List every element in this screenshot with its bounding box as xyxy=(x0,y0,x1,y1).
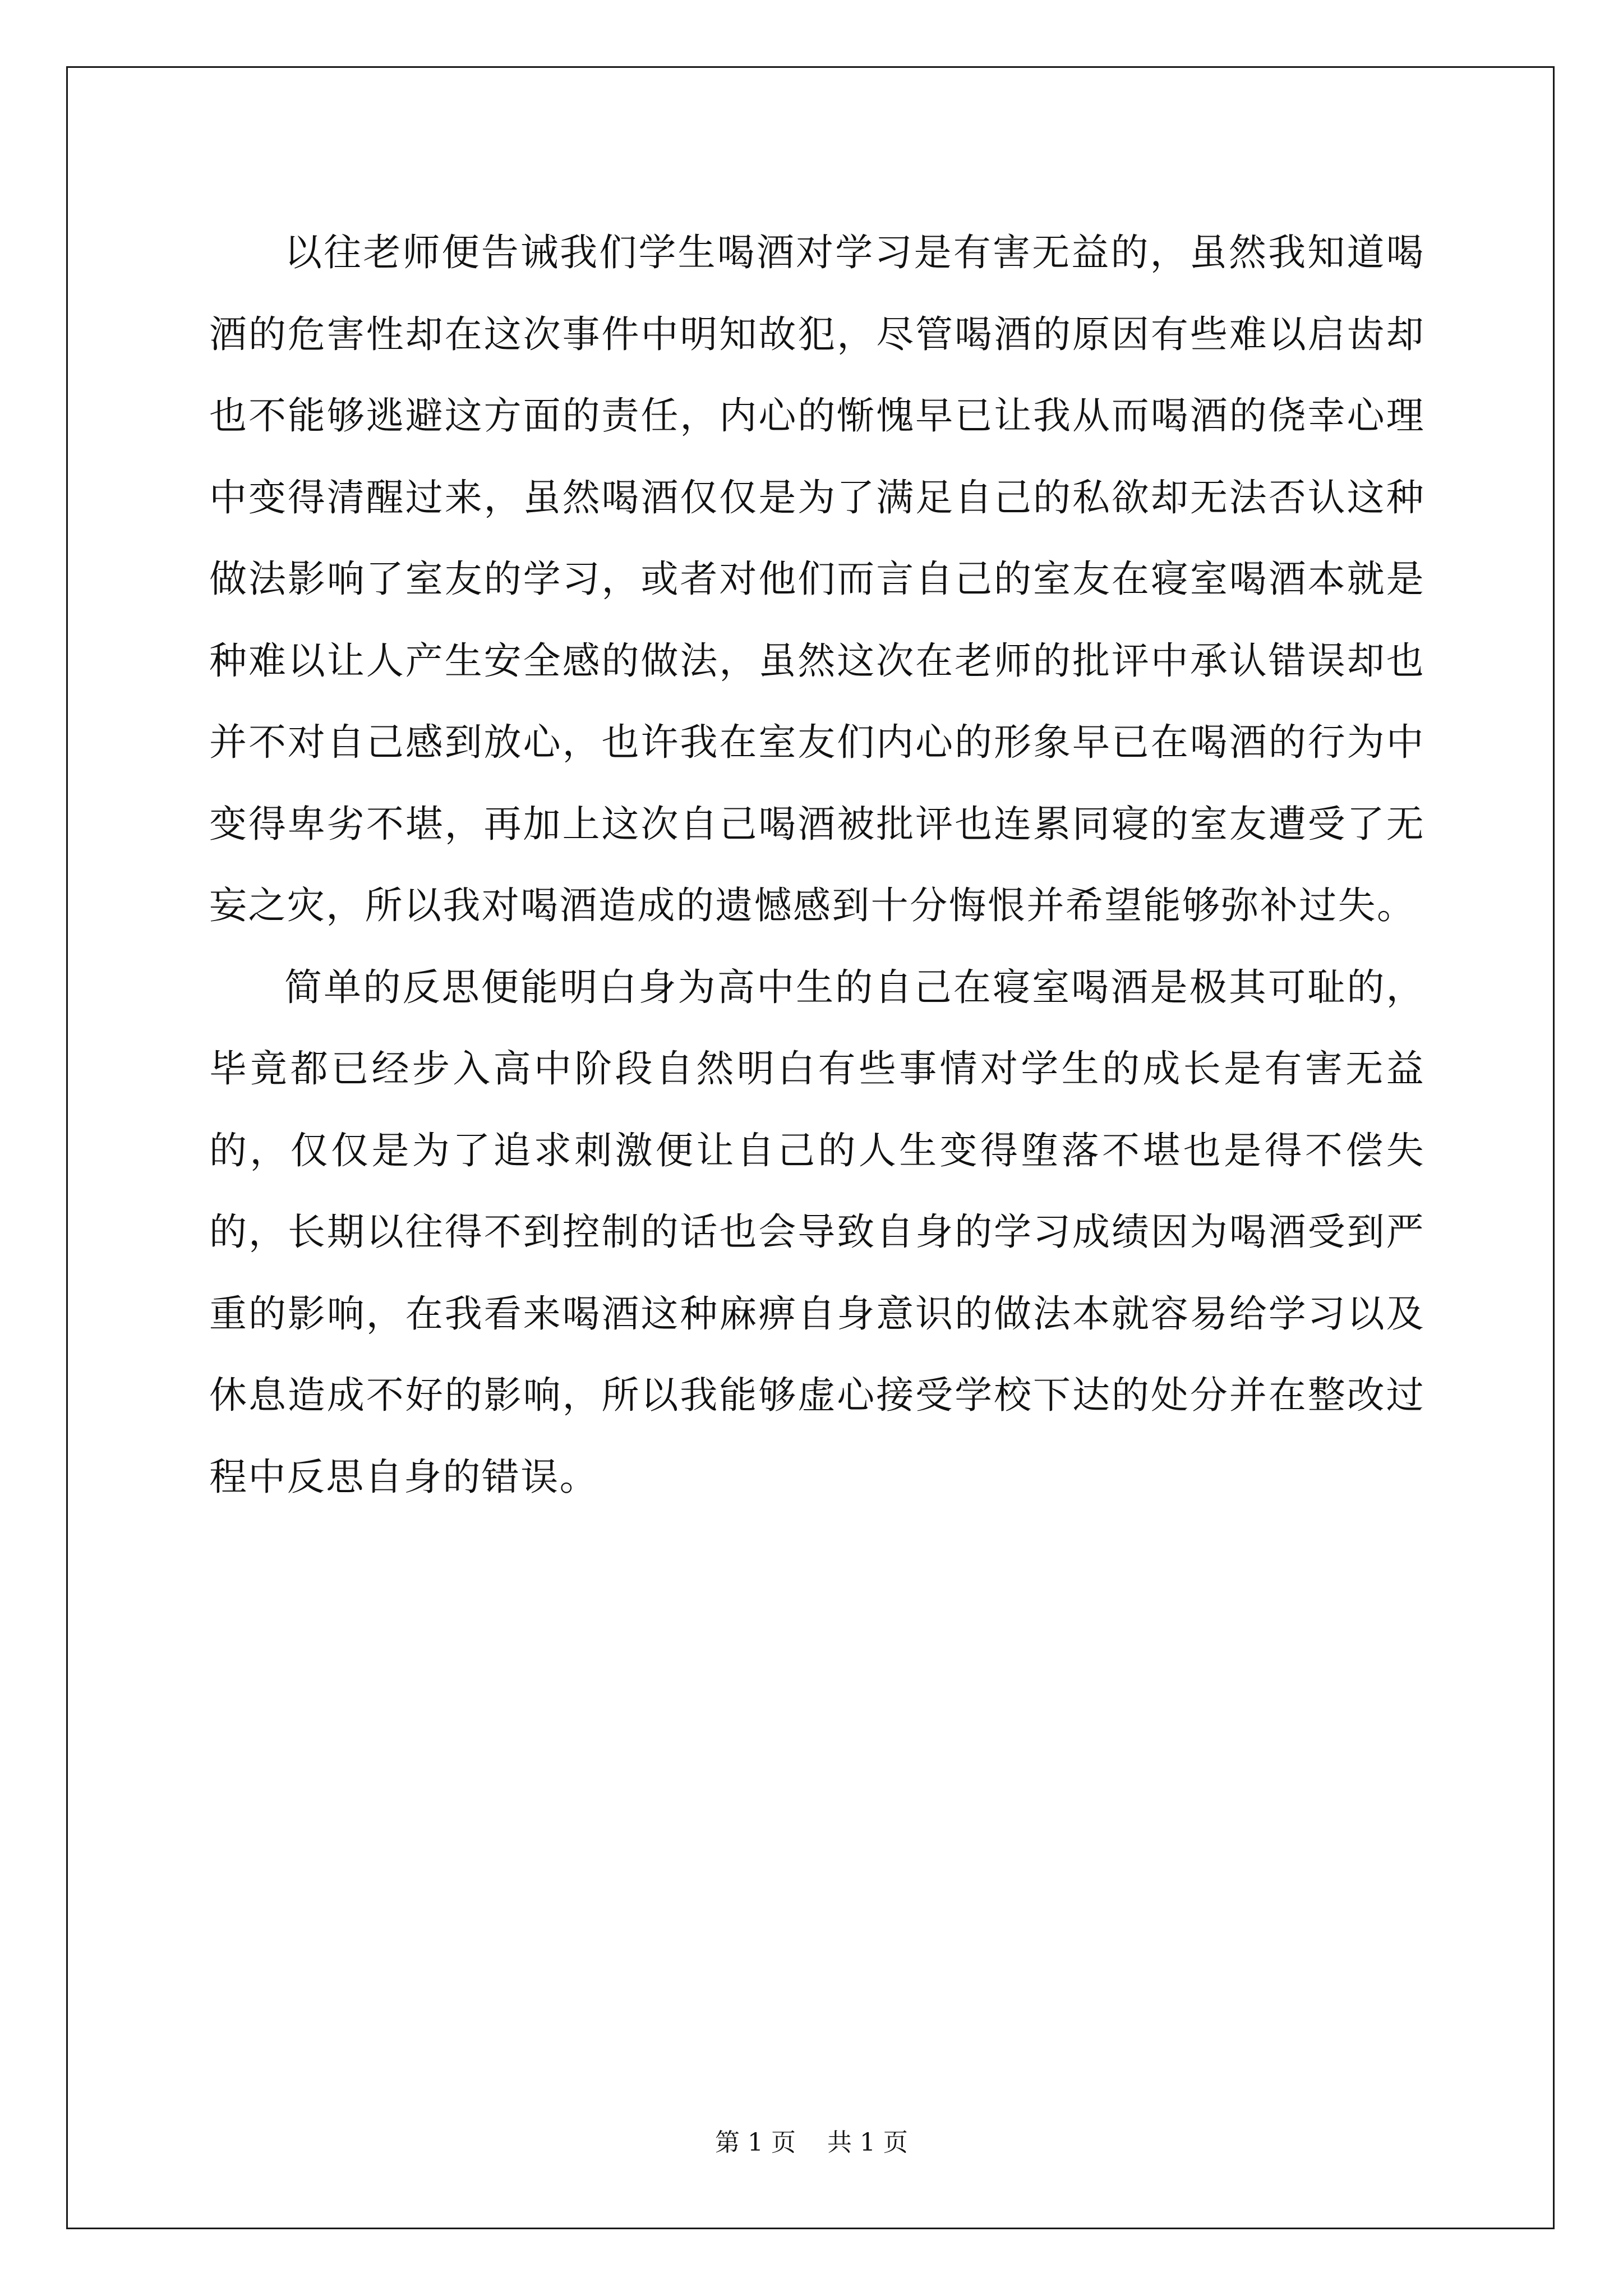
page-number-footer: 第 1 页 共 1 页 xyxy=(715,2128,908,2157)
paragraph-1: 以往老师便告诫我们学生喝酒对学习是有害无益的，虽然我知道喝酒的危害性却在这次事件中明知故犯，尽管喝酒的原因有些难以启齿却也不能够逃避这方面的责任，内心的惭愧早已让我从而喝酒的侥幸心理中变得清醒过来，虽然喝酒仅仅是为了满足自己的私欲却无法否认这种做法影响了室友的学习，或者对他们而言自己的室友在寝室喝酒本就是种难以让人产生安全感的做法，虽然这次在老师的批评中承认错误却也并不对自己感到放心，也许我在室友们内心的形象早已在喝酒的行为中变得卑劣不堪，再加上这次自己喝酒被批评也连累同寝的室友遭受了无妄之灾，所以我对喝酒造成的遗憾感到十分悔恨并希望能够弥补过失。 xyxy=(209,231,1425,927)
paragraph-2: 简单的反思便能明白身为高中生的自己在寝室喝酒是极其可耻的，毕竟都已经步入高中阶段自然明白有些事情对学生的成长是有害无益的，仅仅是为了追求刺激便让自己的人生变得堕落不堪也是得不偿失的，长期以往得不到控制的话也会导致自身的学习成绩因为喝酒受到严重的影响，在我看来喝酒这种麻痹自身意识的做法本就容易给学习以及休息造成不好的影响，所以我能够虚心接受学校下达的处分并在整改过程中反思自身的错误。 xyxy=(209,965,1425,1499)
document-body xyxy=(209,212,1425,1518)
